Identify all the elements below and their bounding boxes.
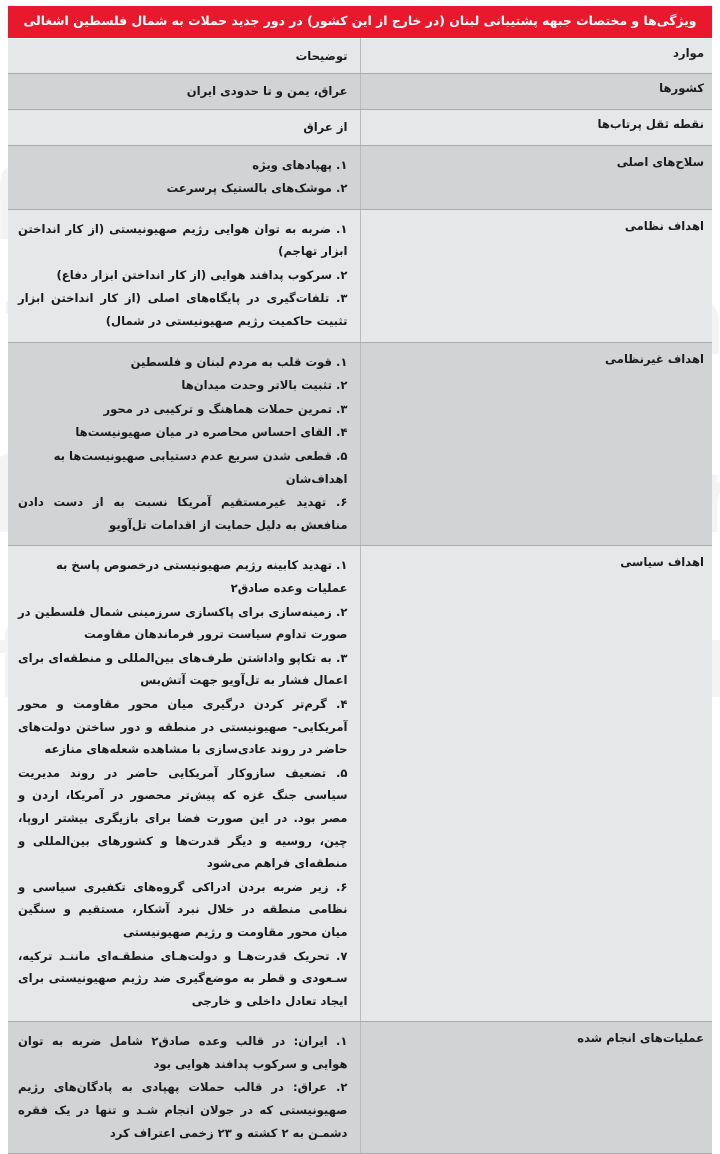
row-description-6 [8, 546, 360, 1022]
banner-title: ویژگی‌ها و مختصات جبهه پشتیبانی لبنان (در خارج از این کشور) در دور جدید حملات به شمال فلسطین اشغالی [8, 6, 712, 38]
table-row [8, 209, 712, 342]
row-item: ۲. عراق: در قالب حملات پهپادی به پادگان‌های رژیم صهیونیستی که در جولان انجام شـد و تنها در یک فقره دشمـن به ۲ کشته و ۲۳ زخمی اعتراف کرد [18, 1080, 348, 1140]
row-item: ۴. القای احساس محاصره در میان صهیونیست‌ها [75, 425, 348, 440]
row-label-3: سلاح‌های اصلی [360, 145, 712, 209]
row-item: ۶. تهدید غیرمستقیم آمریکا نسبت به از دست دادن منافعش به دلیل حمایت از اقدامات تل‌آویو [18, 495, 348, 532]
table-row [8, 74, 712, 110]
banner-row [8, 6, 712, 38]
row-item-list [18, 1030, 348, 1144]
row-item: ۷. تحریک قدرت‌هـا و دولت‌هـای منطقـه‌ای ماننـد ترکیه، سـعودی و قطر به موضع‌گیری ضد رژیم صهیونیستی برای ایجاد تعادل داخلی و خارجی [18, 948, 348, 1008]
table-body [8, 6, 712, 1154]
row-label-2: نقطه ثقل پرتاب‌ها [360, 109, 712, 145]
row-item: ۴. گرم‌تر کردن درگیری میان محور مقاومت و محور آمریکایی- صهیونیستی در منطقه و دور ساختن دولت‌های حاضر در روند عادی‌سازی با مشاهده شعله‌های منازعه [18, 696, 348, 757]
row-label-1: کشورها [360, 74, 712, 110]
row-item: ۱. ضربه به توان هوایی رژیم صهیونیستی (از کار انداختن ابزار تهاجم) [18, 221, 348, 259]
row-item: ۶. زیر ضربه بردن ادراکی گروه‌های تکفیری سیاسی و نظامی منطقه در خلال نبرد آشکار، مستقیم و سنگین میان محور مقاومت و رژیم صهیونیستی [18, 879, 348, 939]
row-label-5: اهداف غیرنظامی [360, 342, 712, 546]
row-item: ۱. قوت قلب به مردم لبنان و فلسطین [130, 354, 348, 369]
row-item-list [18, 218, 348, 333]
row-item: ۱. ایران: در قالب وعده صادق۲ شامل ضربه به توان هوایی و سرکوب پدافند هوایی بود [18, 1034, 348, 1071]
row-item: عراق، یمن و تا حدودی ایران [186, 84, 348, 99]
row-item: ۲. سرکوب پدافند هوایی (از کار انداختن ابزار دفاع) [56, 267, 348, 282]
row-item-list [18, 351, 348, 537]
row-description-1 [8, 74, 360, 110]
row-label-4: اهداف نظامی [360, 209, 712, 342]
table-row [8, 145, 712, 209]
row-item: از عراق [303, 119, 348, 134]
table-row [8, 546, 712, 1022]
row-item: ۵. قطعی شدن سریع عدم دستیابی صهیونیست‌ها به اهداف‌شان [53, 449, 348, 486]
row-item: توضیحات [295, 48, 348, 63]
row-item: ۳. تلفات‌گیری در پایگاه‌های اصلی (از کار انداختن ابزار تثبیت حاکمیت رژیم صهیونیستی در شمال) [18, 291, 348, 329]
row-description-7 [8, 1022, 360, 1154]
row-item: ۱. تهدید کابینه رژیم صهیونیستی درخصوص پاسخ به عملیات وعده صادق۲ [55, 558, 348, 596]
row-item: ۲. موشک‌های بالستیک پرسرعت [166, 181, 348, 196]
row-item: ۳. تمرین حملات هماهنگ و ترکیبی در محور [103, 401, 348, 416]
table-row [8, 342, 712, 546]
row-item-list [18, 554, 348, 1012]
main-table [8, 6, 712, 1154]
table-row [8, 38, 712, 74]
row-item-list [18, 154, 348, 200]
row-description-5 [8, 342, 360, 546]
row-item: ۱. پهپادهای ویژه [252, 157, 348, 172]
row-label-6: اهداف سیاسی [360, 546, 712, 1022]
row-label-0: موارد [360, 38, 712, 74]
row-description-3 [8, 145, 360, 209]
row-description-2 [8, 109, 360, 145]
table-row [8, 1022, 712, 1154]
table-row [8, 109, 712, 145]
row-description-4 [8, 209, 360, 342]
row-item: ۳. به تکاپو واداشتن طرف‌های بین‌المللی و منطقه‌ای برای اعمال فشار به تل‌آویو جهت آتش‌بس [18, 650, 348, 688]
row-item: ۲. زمینه‌سازی برای پاکسازی سرزمینی شمال فلسطین در صورت تداوم سیاست ترور فرماندهان مقاومت [18, 604, 348, 642]
row-description-0 [8, 38, 360, 74]
row-item: ۲. تثبیت بالاتر وحدت میدان‌ها [181, 378, 348, 393]
row-item: ۵. تضعیف سازوکار آمریکایی حاضر در روند مدیریت سیاسی جنگ غزه که پیش‌تر محصور در آمریکا، اردن و مصر بود. در این صورت فضا برای بازیگری بیشتر اروپا، چین، روسیه و دیگر قدرت‌ها و کشورهای بین‌المللی و منطقه‌ای فراهم می‌شود [18, 765, 348, 871]
row-label-7: عملیات‌های انجام شده [360, 1022, 712, 1154]
